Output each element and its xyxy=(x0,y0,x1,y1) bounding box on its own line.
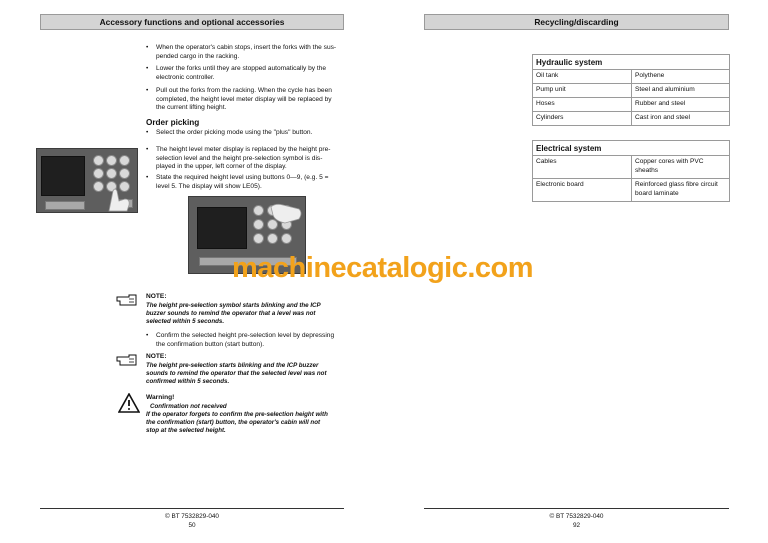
pointing-hand-icon xyxy=(116,353,138,367)
material-line: board laminate xyxy=(635,189,679,197)
warning-label: Warning! xyxy=(146,394,175,401)
bullet-select-mode xyxy=(156,129,312,138)
material-cell: Cast iron and steel xyxy=(632,112,730,126)
left-page-header: Accessory functions and optional accessories xyxy=(40,14,344,30)
material-line: Copper cores with PVC xyxy=(635,158,704,165)
bullet-line: played in the upper, left corner of the display. xyxy=(156,163,287,171)
watermark-text: machinecatalogic.com xyxy=(232,252,534,284)
bullet-line: pended cargo in the racking. xyxy=(156,52,240,60)
material-cell: Steel and aluminium xyxy=(632,84,730,98)
bullet-line: the current lifting height. xyxy=(156,104,227,112)
bullet-confirm-level xyxy=(156,332,334,349)
bullet-display-replaced xyxy=(156,146,330,172)
bullet-line: electronic controller. xyxy=(156,73,215,81)
material-line: sheaths xyxy=(635,166,659,174)
bullet-line: • Pull out the forks from the racking. When the cycle has been xyxy=(156,87,332,94)
table-row xyxy=(533,156,730,179)
warning-line: stop at the selected height. xyxy=(146,426,226,434)
bullet-state-height xyxy=(156,174,328,191)
component-cell: Electronic board xyxy=(533,179,632,202)
component-cell: Cables xyxy=(533,156,632,179)
panel-key xyxy=(93,155,104,166)
component-cell: Cylinders xyxy=(533,112,632,126)
panel-key xyxy=(106,155,117,166)
bullet-line: • State the required height level using buttons 0—9, (e.g. 5 = xyxy=(156,174,329,181)
warning-line: If the operator forgets to confirm the pre-selection height with xyxy=(146,410,328,418)
note-line: confirmed within 5 seconds. xyxy=(146,377,230,385)
table-row xyxy=(533,98,730,112)
warning-line: the confirmation (start) button, the operator's cabin will not xyxy=(146,418,321,426)
footer-rule xyxy=(40,508,344,509)
bullet-line: completed, the height level meter display will be replaced by xyxy=(156,95,332,103)
note-line: The height pre-selection starts blinking and the ICP buzzer xyxy=(146,361,319,369)
note-line: buzzer sounds to remind the operator that a level was not xyxy=(146,309,316,317)
hand-pressing-icon xyxy=(269,201,303,227)
bullet-line: level 5. The display will show LE05). xyxy=(156,182,262,190)
panel-key xyxy=(281,233,292,244)
footer-page-number: 50 xyxy=(188,522,196,529)
panel-bar xyxy=(45,201,85,210)
bullet-line: the confirmation button (start button). xyxy=(156,340,265,348)
hydraulic-system-table xyxy=(532,54,730,126)
panel-key xyxy=(119,155,130,166)
bullet-lower-forks xyxy=(156,65,326,82)
note-line: selected within 5 seconds. xyxy=(146,317,225,325)
pointing-hand-icon xyxy=(116,293,138,307)
bullet-line: • Lower the forks until they are stopped automatically by the xyxy=(156,65,327,72)
bullet-line: • The height level meter display is replaced by the height pre- xyxy=(156,146,331,153)
note-line: The height pre-selection symbol starts blinking and the ICP xyxy=(146,301,321,309)
bullet-insert-forks xyxy=(156,44,336,61)
warning-block xyxy=(146,394,328,435)
note-label: NOTE: xyxy=(146,293,167,300)
control-panel-photo-1 xyxy=(36,148,138,213)
note-1 xyxy=(146,293,321,326)
electrical-system-table xyxy=(532,140,730,202)
footer-rule xyxy=(424,508,729,509)
panel-key xyxy=(93,168,104,179)
bullet-line: • Select the order picking mode using the "plus" button. xyxy=(156,129,313,136)
bullet-line: selection level and the height pre-selection symbol is dis- xyxy=(156,154,323,162)
material-line: Reinforced glass fibre circuit xyxy=(635,181,718,188)
table-row xyxy=(533,112,730,126)
panel-display xyxy=(197,207,247,249)
material-cell xyxy=(632,179,730,202)
right-page-header: Recycling/discarding xyxy=(424,14,729,30)
material-cell xyxy=(632,156,730,179)
panel-key xyxy=(106,168,117,179)
footer-page-number: 92 xyxy=(572,522,581,529)
note-2 xyxy=(146,353,327,386)
table-row xyxy=(533,179,730,202)
panel-key xyxy=(119,168,130,179)
footer-doc-number: © BT 7532829-040 xyxy=(549,513,604,520)
panel-key xyxy=(253,219,264,230)
panel-key xyxy=(253,233,264,244)
table-row xyxy=(533,84,730,98)
bullet-pull-out-forks xyxy=(156,87,332,113)
bullet-line: • When the operator's cabin stops, insert the forks with the sus- xyxy=(156,44,337,51)
material-cell: Rubber and steel xyxy=(632,98,730,112)
hand-pressing-icon xyxy=(103,183,133,213)
note-line: sounds to remind the operator that the selected level was not xyxy=(146,369,327,377)
component-cell: Oil tank xyxy=(533,70,632,84)
component-cell: Hoses xyxy=(533,98,632,112)
component-cell: Pump unit xyxy=(533,84,632,98)
warning-triangle-icon xyxy=(118,393,140,413)
order-picking-heading: Order picking xyxy=(146,118,200,127)
panel-key xyxy=(267,233,278,244)
table-row xyxy=(533,70,730,84)
electrical-title: Electrical system xyxy=(533,141,730,156)
footer-doc-number: © BT 7532829-040 xyxy=(165,513,219,520)
hydraulic-title: Hydraulic system xyxy=(533,55,730,70)
warning-line: Confirmation not received xyxy=(150,402,227,410)
bullet-line: • Confirm the selected height pre-selection level by depressing xyxy=(156,332,335,339)
material-cell: Polythene xyxy=(632,70,730,84)
panel-display xyxy=(41,156,85,196)
panel-key xyxy=(253,205,264,216)
note-label: NOTE: xyxy=(146,353,167,360)
